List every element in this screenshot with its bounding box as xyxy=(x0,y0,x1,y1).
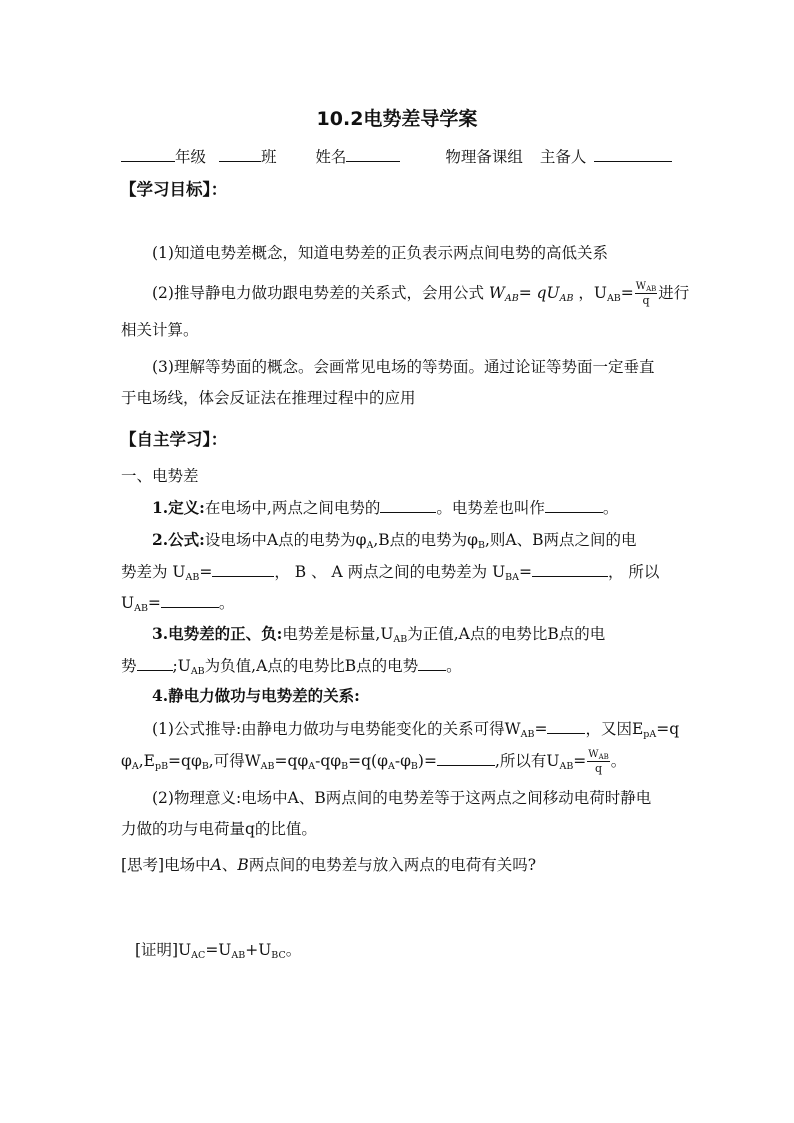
goal-2: (2)推导静电力做功跟电势差的关系式，会用公式 $W_{AB}= qU_{AB}$ ，$U_{AB}=$ $\frac{W_{AB}}{q}$ 进行 xyxy=(152,281,690,307)
goal-3-line2: 于电场线，体会反证法在推理过程中的应用 xyxy=(121,389,416,407)
class-label: 班 xyxy=(260,148,277,166)
goal-2-cont: 相关计算。 xyxy=(121,321,199,339)
preparer-blank[interactable] xyxy=(594,146,672,162)
sign-line-2: 势 $;U_{AB}$为负值,A点的电势比B点的电势 。 xyxy=(121,657,462,677)
name-label: 姓名 xyxy=(315,148,347,166)
def-blank-2[interactable] xyxy=(545,497,603,513)
def-blank-1[interactable] xyxy=(380,497,436,513)
definition-line: 1.定义:在电场中,两点之间电势的 。电势差也叫作 。 xyxy=(152,498,619,517)
think-question: [思考]电场中A、B两点间的电势差与放入两点的电荷有关吗? xyxy=(121,856,537,874)
fraction-wab-q-2: $\frac{W_{AB}}{q}$ xyxy=(588,749,609,775)
goal-1: (1)知道电势差概念，知道电势差的正负表示两点间电势的高低关系 xyxy=(152,244,608,262)
formula-line-2: 势差为 $U_{AB}=$ ， B 、 A 两点之间的电势差为 $U_{BA}=$ ， 所以 xyxy=(121,563,660,583)
sign-blank-1[interactable] xyxy=(137,655,173,671)
class-blank[interactable] xyxy=(219,146,261,162)
goal-3-line1: (3)理解等势面的概念。会画常见电场的等势面。通过论证等势面一定垂直 xyxy=(152,358,655,376)
relation-heading: 4.静电力做功与电势差的关系: xyxy=(152,686,360,705)
derive-line-1: (1)公式推导:由静电力做功与电势能变化的关系可得$W_{AB}=$ ，又因$E_{pA}=q$ xyxy=(152,720,680,740)
meaning-line-1: (2)物理意义:电场中A、B两点间的电势差等于这两点之间移动电荷时静电 xyxy=(152,789,652,807)
derive-blank[interactable] xyxy=(437,750,495,766)
page-title: 10.2电势差导学案 xyxy=(316,108,478,130)
formula-line-3: $U_{AB}=$ 。 xyxy=(121,594,235,614)
uab-blank[interactable] xyxy=(212,561,274,577)
section-1-title: 一、电势差 xyxy=(121,467,199,485)
goals-heading: 【学习目标】： xyxy=(120,180,228,199)
grade-blank[interactable] xyxy=(121,146,175,162)
self-study-heading: 【自主学习】： xyxy=(120,430,228,449)
sign-line-1: 3.电势差的正、负:电势差是标量$,U_{AB}$为正值,A点的电势比B点的电 xyxy=(152,624,606,645)
wab-blank[interactable] xyxy=(547,718,585,734)
group-label: 物理备课组 xyxy=(445,148,523,166)
sign-blank-2[interactable] xyxy=(418,655,446,671)
formula-line-1: 2.公式:设电场中A点的电势为$\varphi_A,B$点的电势为$\varphi_B$,则A、B两点之间的电 xyxy=(152,530,637,551)
fraction-wab-q: $\frac{W_{AB}}{q}$ xyxy=(635,281,657,307)
name-blank[interactable] xyxy=(346,146,400,162)
derive-line-2: $\varphi_A,E_{pB}=q\varphi_B$,可得$W_{AB}=q\varphi_A-q\varphi_B=q(\varphi_A-\varphi_B)=$ ,所以有$U_{AB}=$ $\frac{W_{AB}}{q}$ 。 xyxy=(121,749,627,775)
uba-blank[interactable] xyxy=(532,561,608,577)
meaning-line-2: 力做的功与电荷量q的比值。 xyxy=(121,820,317,838)
formula-w-qu: $W_{AB}= qU_{AB}$ xyxy=(488,284,574,304)
uab-result-blank[interactable] xyxy=(161,592,219,608)
proof-line: [证明]$U_{AC}=U_{AB}+U_{BC}$。 xyxy=(135,941,302,961)
header-info xyxy=(121,146,672,167)
grade-label: 年级 xyxy=(175,148,207,166)
preparer-label: 主备人 xyxy=(539,148,587,166)
